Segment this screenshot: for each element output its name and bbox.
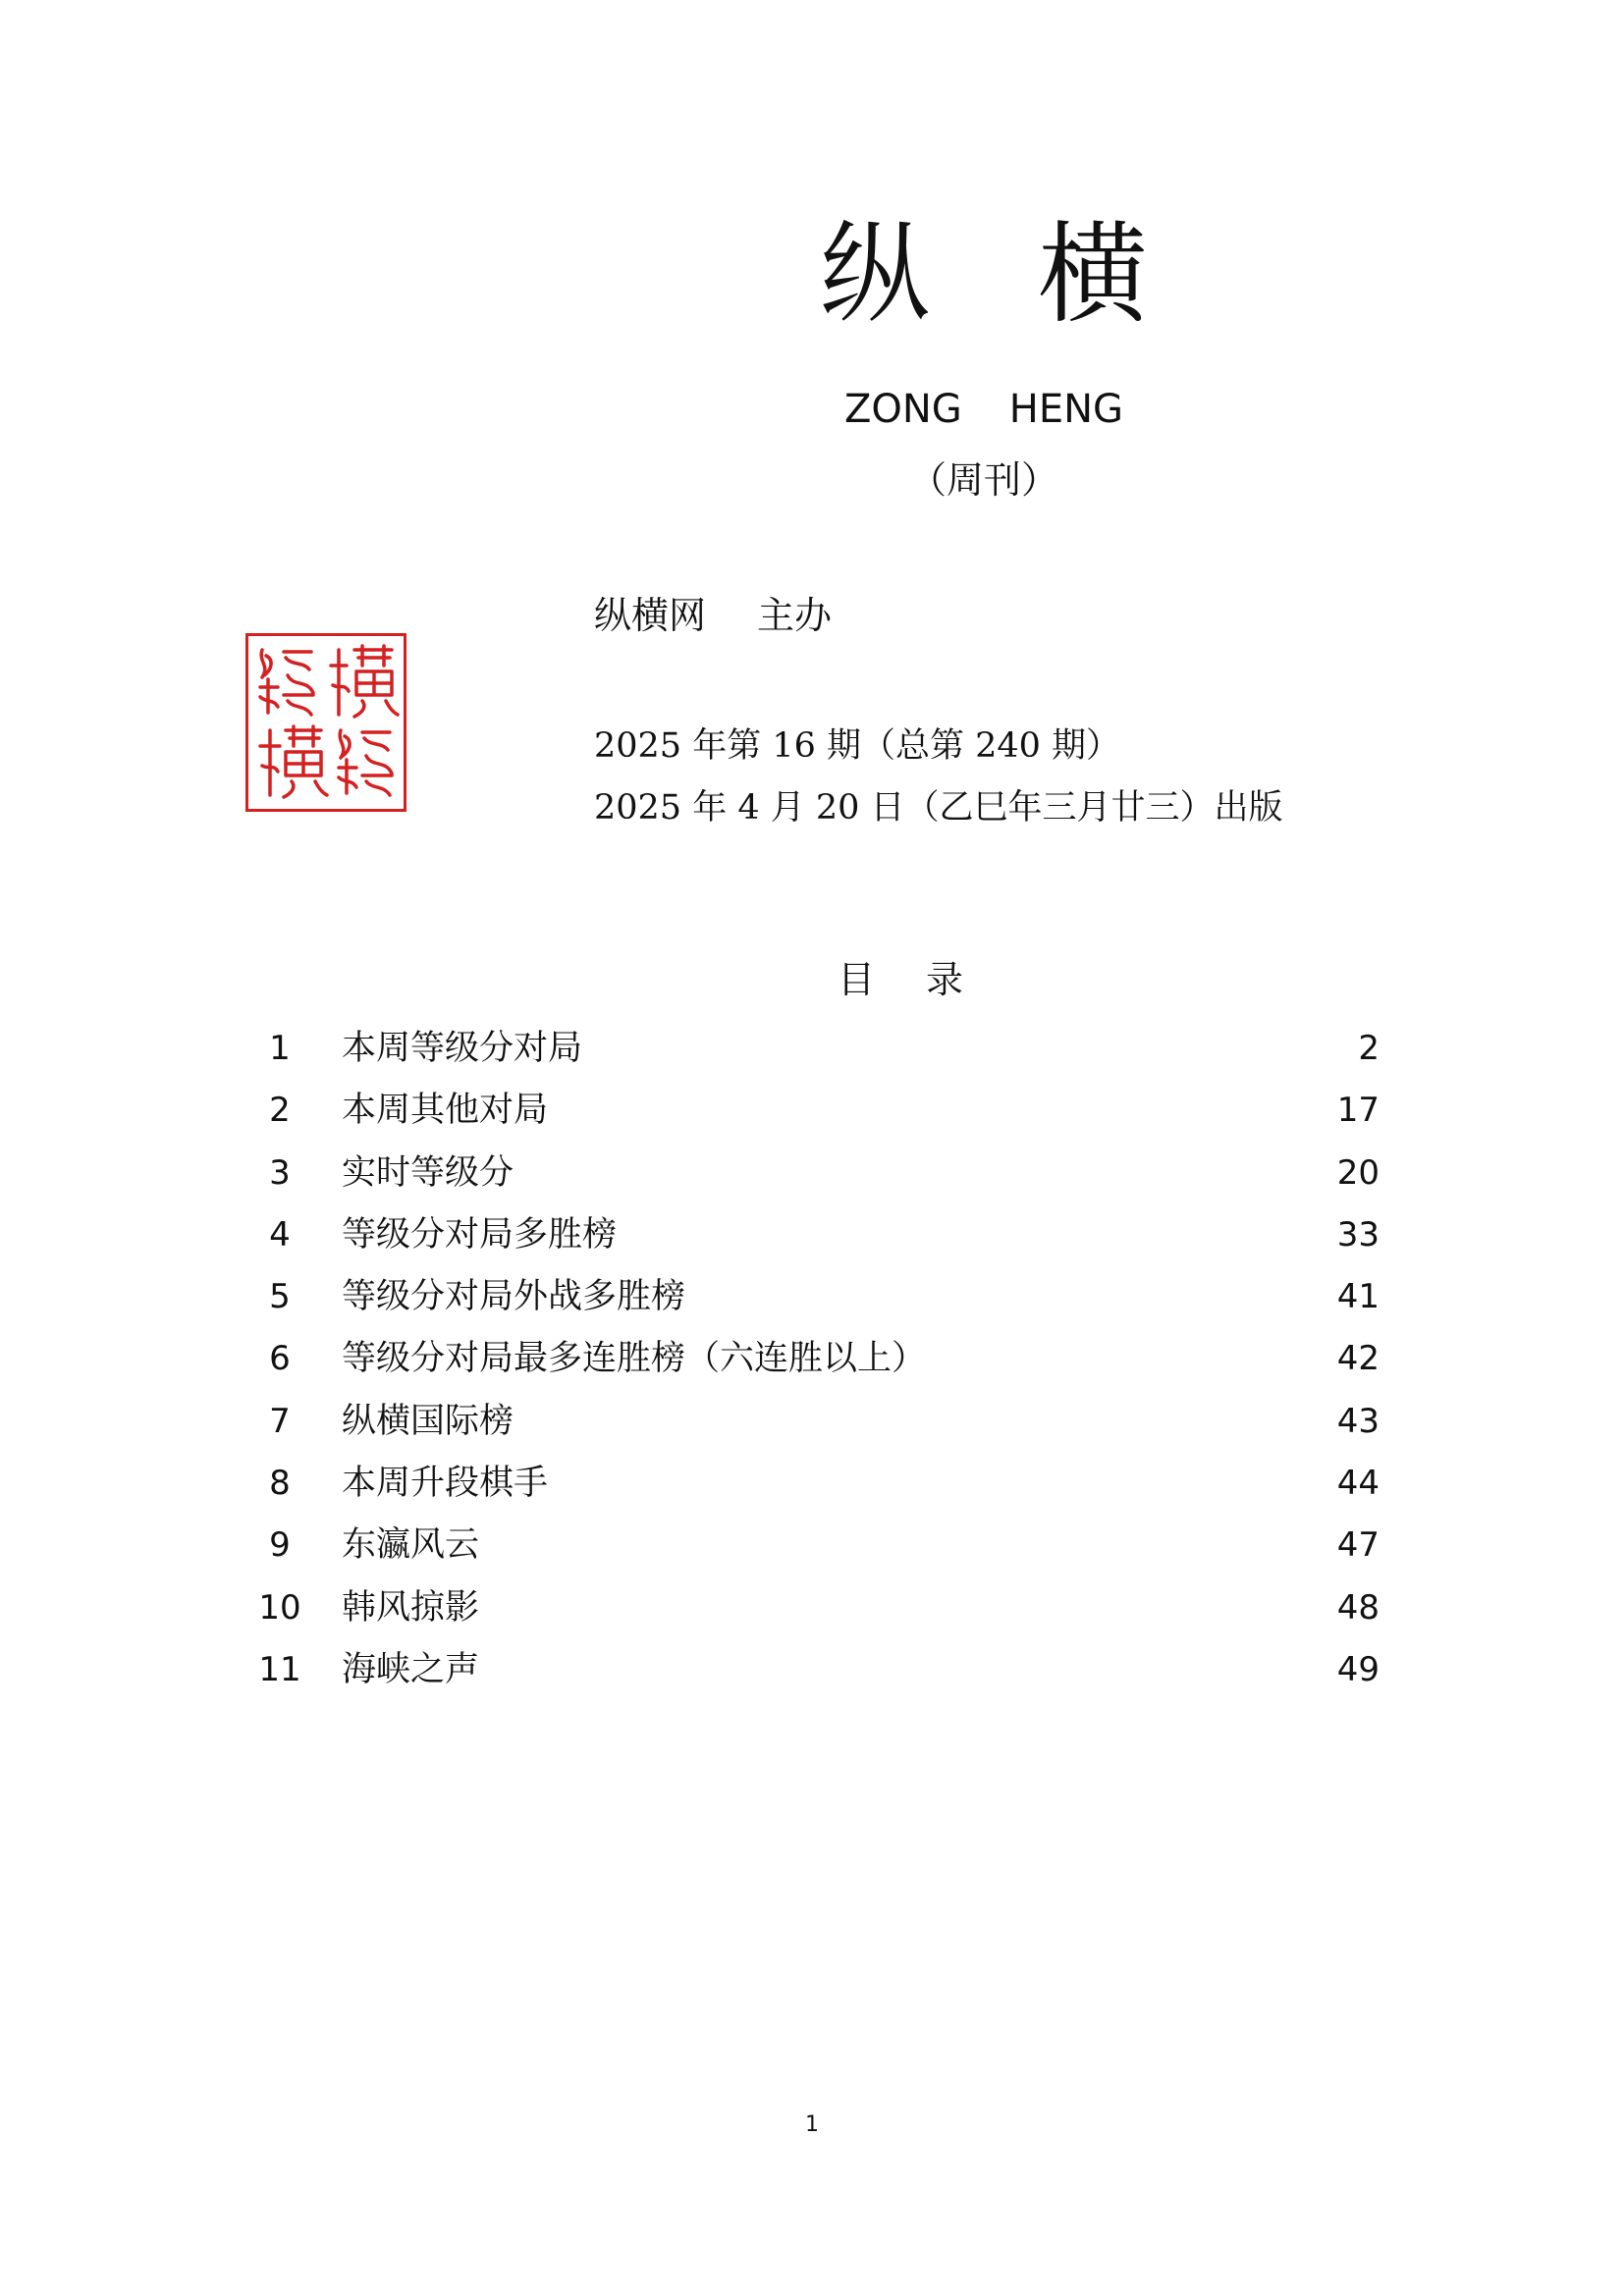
pinyin-1: ZONG bbox=[843, 387, 962, 432]
toc-entry[interactable] bbox=[250, 1645, 1380, 1707]
toc-entry-number: 6 bbox=[269, 1339, 291, 1379]
organizer-name: 纵横网 bbox=[594, 594, 707, 637]
title-char-2: 横 bbox=[1038, 211, 1148, 339]
toc-entry[interactable] bbox=[250, 1334, 1380, 1396]
toc-entry-page: 43 bbox=[1336, 1401, 1380, 1441]
toc-entry[interactable] bbox=[250, 1210, 1380, 1272]
toc-entry[interactable] bbox=[250, 1397, 1380, 1459]
toc-entry-title: 等级分对局外战多胜榜 bbox=[342, 1277, 686, 1317]
toc-entry-title: 等级分对局多胜榜 bbox=[342, 1214, 618, 1255]
publication-date: 2025 年 4 月 20 日（乙巳年三月廿三）出版 bbox=[594, 788, 1283, 828]
toc-entry[interactable] bbox=[250, 1086, 1380, 1148]
seal-art bbox=[248, 636, 404, 809]
toc-heading-char-1: 目 bbox=[837, 958, 875, 1001]
toc-entry-page: 33 bbox=[1336, 1214, 1380, 1255]
toc-entry-title: 本周升段棋手 bbox=[342, 1464, 549, 1504]
toc-entry-number: 8 bbox=[269, 1464, 291, 1504]
toc-entry-page: 48 bbox=[1336, 1587, 1380, 1628]
toc-entry[interactable] bbox=[250, 1272, 1380, 1334]
toc-entry-title: 实时等级分 bbox=[342, 1152, 514, 1193]
toc-entry-page: 20 bbox=[1336, 1152, 1380, 1193]
toc-entry-number: 7 bbox=[269, 1401, 291, 1441]
toc-entry-title: 本周等级分对局 bbox=[342, 1029, 583, 1068]
table-of-contents bbox=[250, 1024, 1380, 1707]
toc-entry-title: 海峡之声 bbox=[342, 1649, 480, 1689]
seal-stamp-icon bbox=[245, 633, 406, 812]
issue-number: 2025 年第 16 期（总第 240 期） bbox=[594, 726, 1121, 766]
toc-entry-number: 5 bbox=[269, 1277, 291, 1317]
toc-heading bbox=[0, 955, 1624, 1004]
toc-entry-number: 3 bbox=[269, 1152, 291, 1193]
toc-entry-page: 41 bbox=[1336, 1277, 1380, 1317]
toc-entry-title: 纵横国际榜 bbox=[342, 1401, 514, 1441]
toc-entry-title: 东瀛风云 bbox=[342, 1525, 480, 1566]
toc-entry-number: 4 bbox=[269, 1214, 291, 1255]
title-char-1: 纵 bbox=[820, 211, 930, 339]
page-number: 1 bbox=[805, 2112, 819, 2137]
toc-entry-page: 42 bbox=[1336, 1339, 1380, 1379]
magazine-title bbox=[0, 211, 1624, 339]
toc-entry-number: 2 bbox=[269, 1091, 291, 1131]
toc-entry[interactable] bbox=[250, 1521, 1380, 1582]
toc-entry-page: 47 bbox=[1336, 1525, 1380, 1566]
toc-entry-title: 韩风掠影 bbox=[342, 1587, 480, 1628]
toc-entry-page: 2 bbox=[1358, 1029, 1380, 1068]
toc-entry-number: 11 bbox=[258, 1649, 301, 1689]
pinyin-2: HENG bbox=[1008, 387, 1124, 432]
organizer-role: 主办 bbox=[757, 594, 833, 637]
toc-entry-number: 1 bbox=[269, 1029, 291, 1068]
toc-entry-page: 44 bbox=[1336, 1464, 1380, 1504]
toc-entry[interactable] bbox=[250, 1148, 1380, 1210]
frequency-label: （周刊） bbox=[908, 458, 1058, 502]
toc-entry-number: 10 bbox=[258, 1587, 301, 1628]
toc-heading-char-2: 录 bbox=[926, 958, 964, 1001]
toc-entry-page: 17 bbox=[1336, 1091, 1380, 1131]
toc-entry[interactable] bbox=[250, 1024, 1380, 1086]
toc-entry[interactable] bbox=[250, 1459, 1380, 1521]
toc-entry-number: 9 bbox=[269, 1525, 291, 1566]
toc-entry[interactable] bbox=[250, 1583, 1380, 1645]
toc-entry-title: 本周其他对局 bbox=[342, 1091, 549, 1131]
organizer-line bbox=[594, 591, 832, 640]
toc-entry-title: 等级分对局最多连胜榜（六连胜以上） bbox=[342, 1339, 927, 1379]
magazine-pinyin bbox=[0, 385, 1624, 434]
toc-entry-page: 49 bbox=[1336, 1649, 1380, 1689]
